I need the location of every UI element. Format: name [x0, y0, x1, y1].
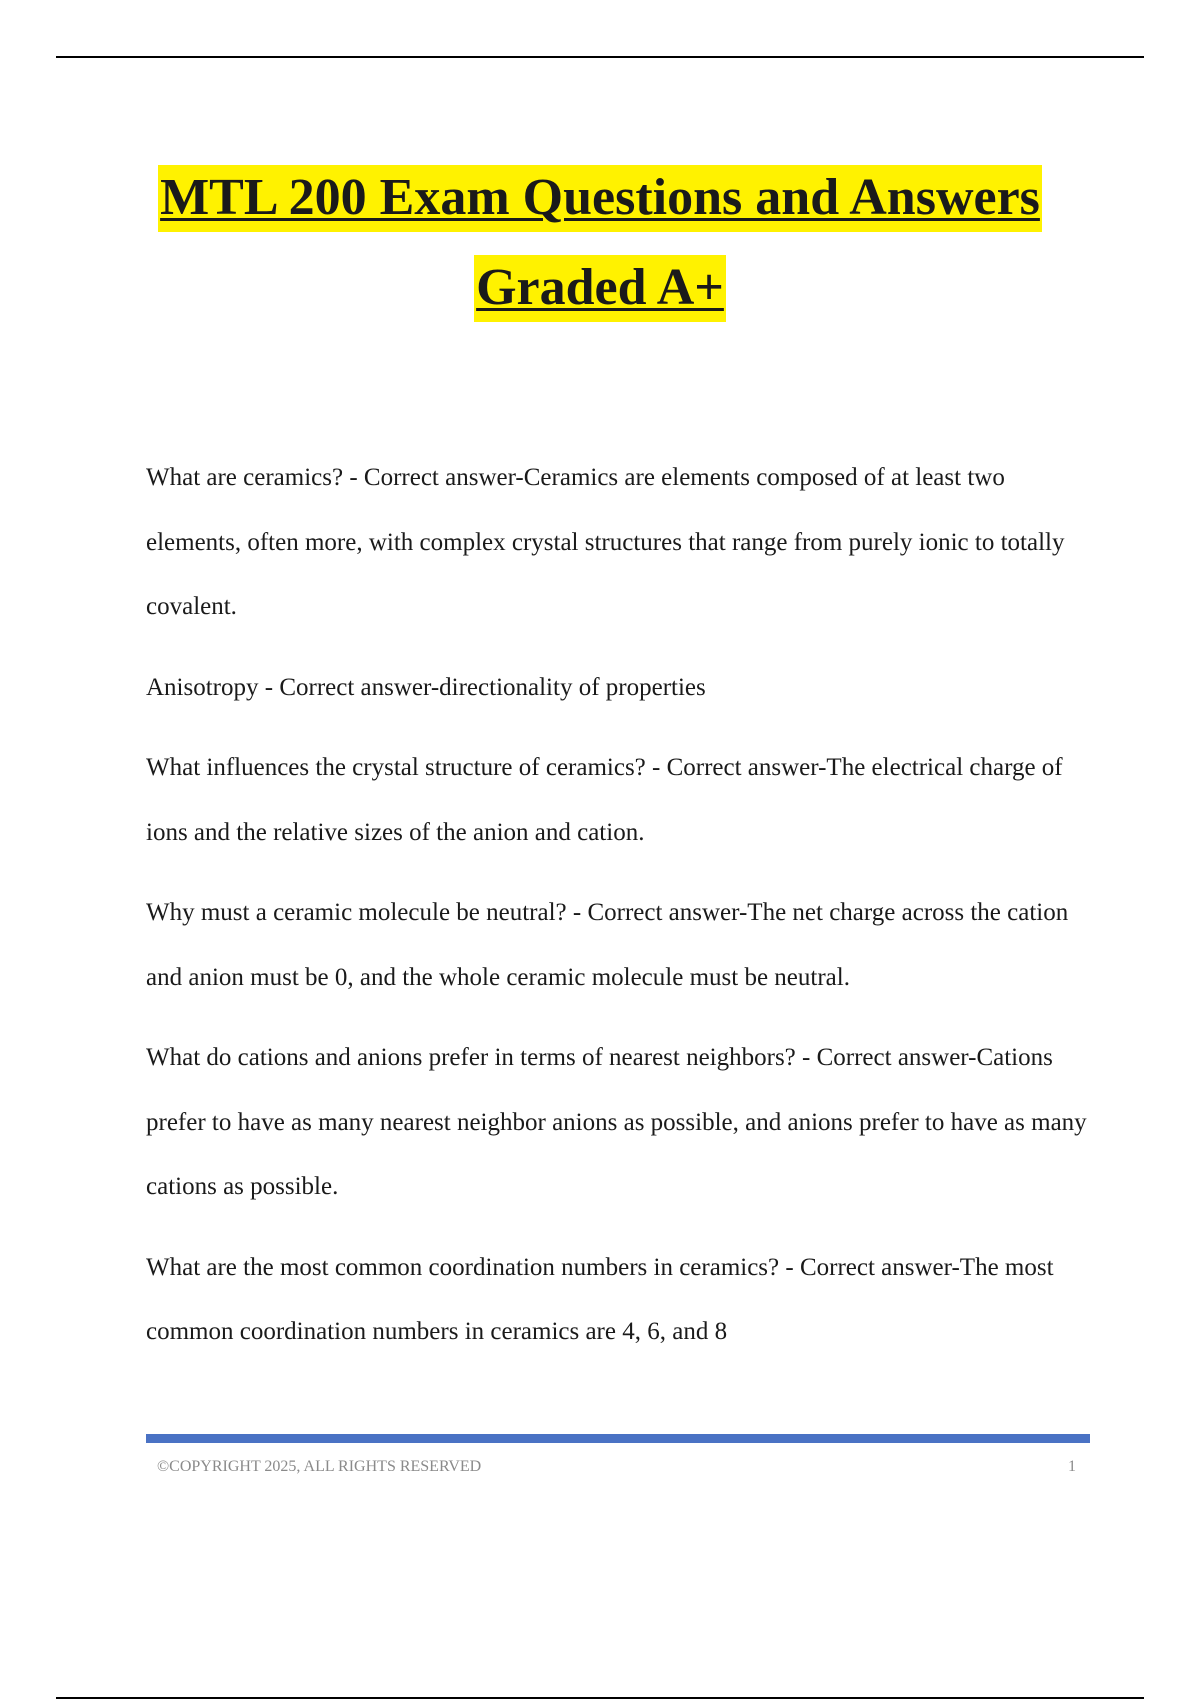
- footer-page-number: 1: [1068, 1458, 1076, 1475]
- title-line-1: [0, 169, 1200, 262]
- footer-bar: [146, 1434, 1090, 1443]
- qa-item-ceramics: What are ceramics? - Correct answer-Ceramics are elements composed of at least two elements, often more, with complex crystal structures that range from purely ionic to totally covalent.: [146, 464, 1065, 620]
- qa-item-coordination-numbers: What are the most common coordination numbers in ceramics? - Correct answer-The most common coordination numbers in ceramics are 4, 6, and 8: [146, 1253, 1054, 1345]
- qa-list: [146, 446, 1096, 1381]
- qa-item-nearest-neighbors: What do cations and anions prefer in terms of nearest neighbors? - Correct answer-Cations prefer to have as many nearest neighbor anions as possible, and anions prefer to have as many cations as possible.: [146, 1044, 1087, 1200]
- title-line-2-text: Graded A+: [474, 255, 726, 322]
- qa-item-crystal-structure: What influences the crystal structure of ceramics? - Correct answer-The electrical charge of ions and the relative sizes of the anion and cation.: [146, 754, 1063, 846]
- title-line-2: [0, 259, 1200, 352]
- qa-item-anisotropy: Anisotropy - Correct answer-directionality of properties: [146, 673, 706, 701]
- top-divider: [56, 56, 1144, 58]
- qa-item-neutral: Why must a ceramic molecule be neutral? - Correct answer-The net charge across the cation and anion must be 0, and the whole ceramic molecule must be neutral.: [146, 899, 1069, 991]
- bottom-divider: [56, 1697, 1144, 1699]
- footer-copyright: ©COPYRIGHT 2025, ALL RIGHTS RESERVED: [157, 1458, 482, 1475]
- document-title: [0, 169, 1200, 352]
- title-line-1-text: MTL 200 Exam Questions and Answers: [158, 165, 1042, 232]
